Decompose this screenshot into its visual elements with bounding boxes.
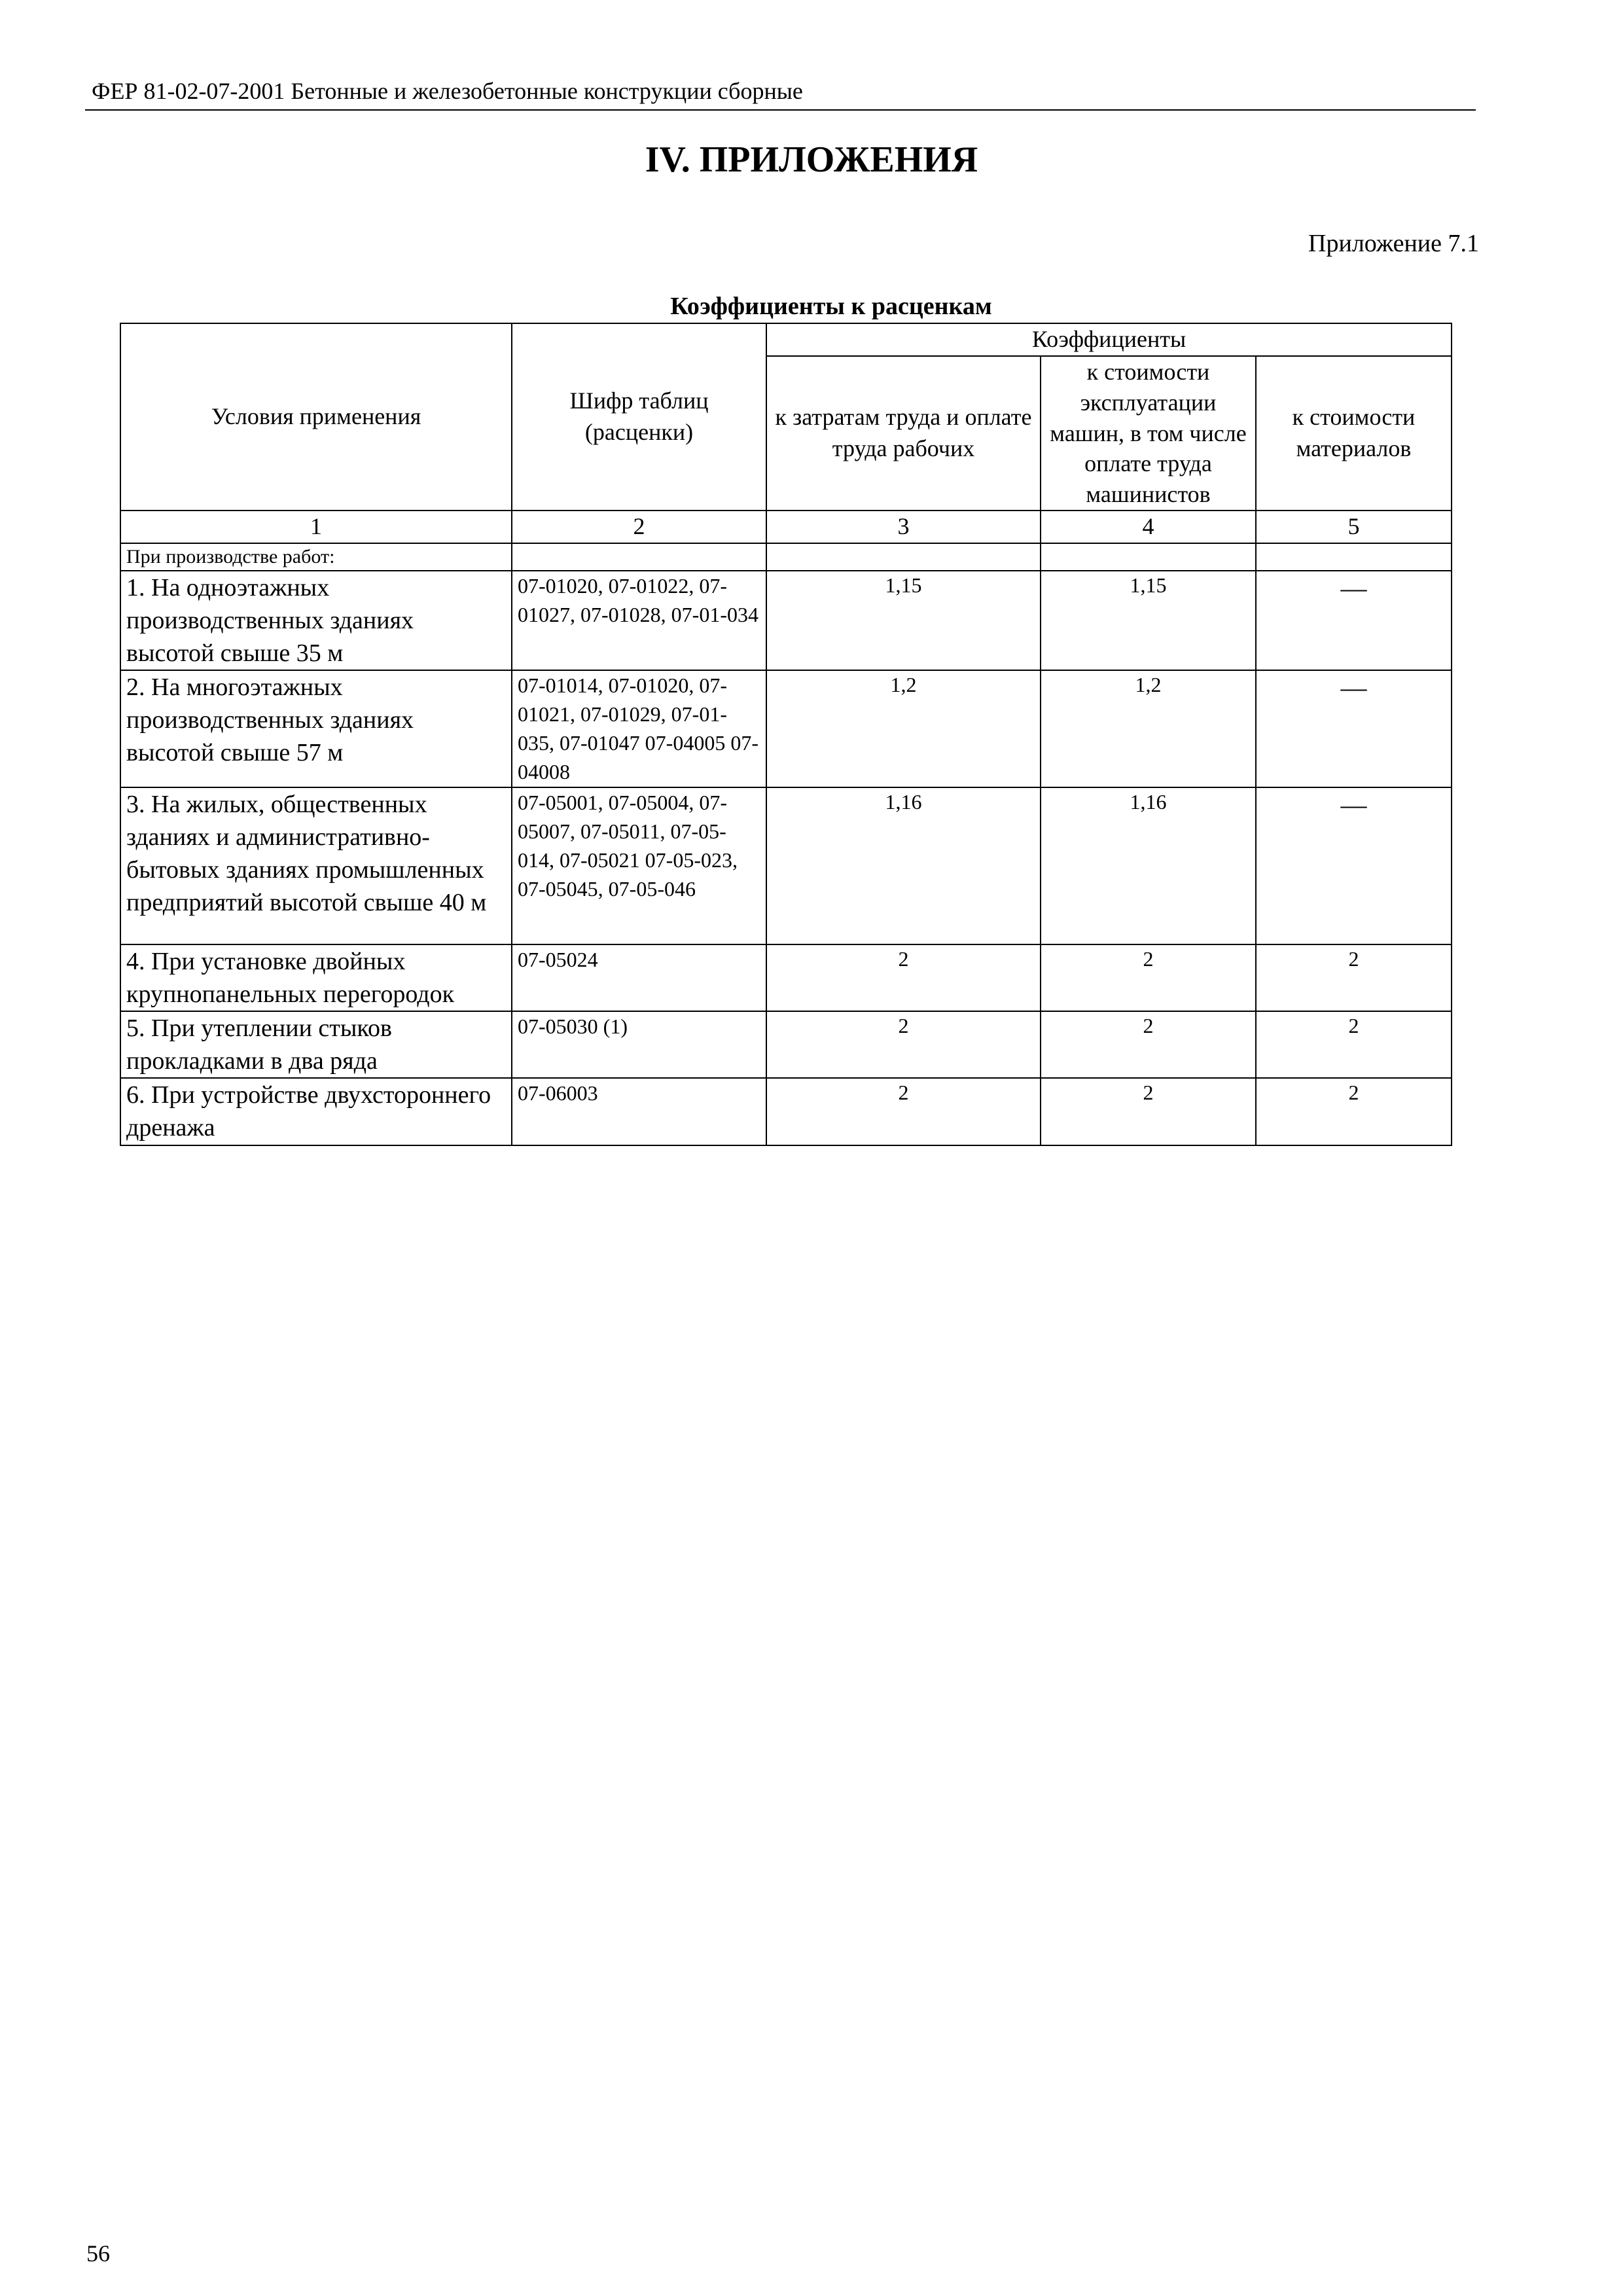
machines-coef-cell: 1,16 (1041, 787, 1256, 944)
empty-cell (1256, 543, 1452, 571)
table-row (120, 670, 1452, 787)
materials-coef-cell: 2 (1256, 1078, 1452, 1145)
materials-coef-cell: — (1256, 670, 1452, 787)
labor-coef-cell: 2 (766, 1078, 1041, 1145)
column-number: 1 (120, 511, 512, 543)
empty-cell (766, 543, 1041, 571)
labor-coef-cell: 1,2 (766, 670, 1041, 787)
machines-coef-cell: 1,15 (1041, 571, 1256, 670)
machines-coef-cell: 1,2 (1041, 670, 1256, 787)
column-number: 3 (766, 511, 1041, 543)
header-conditions: Условия применения (120, 323, 512, 511)
header-machines: к стоимости эксплуатации машин, в том числе оплате труда машинистов (1041, 356, 1256, 511)
page-number: 56 (86, 2240, 110, 2267)
table-row (120, 571, 1452, 670)
machines-coef-cell: 2 (1041, 1078, 1256, 1145)
condition-cell: 2. На многоэтажных производственных зданиях высотой свыше 57 м (120, 670, 512, 787)
column-number-row (120, 511, 1452, 543)
header-rule (85, 109, 1476, 111)
code-cell: 07-05030 (1) (512, 1011, 766, 1078)
header-coefficients: Коэффициенты (766, 323, 1452, 356)
code-cell: 07-05024 (512, 944, 766, 1011)
header-labor: к затратам труда и оплате труда рабочих (766, 356, 1041, 511)
running-header: ФЕР 81-02-07-2001 Бетонные и железобетонные конструкции сборные (92, 78, 803, 104)
coefficients-table (120, 323, 1452, 1146)
column-number: 4 (1041, 511, 1256, 543)
subheader-label: При производстве работ: (120, 543, 512, 571)
subheader-row (120, 543, 1452, 571)
labor-coef-cell: 2 (766, 1011, 1041, 1078)
section-title: IV. ПРИЛОЖЕНИЯ (645, 139, 978, 180)
materials-coef-cell: — (1256, 787, 1452, 944)
labor-coef-cell: 2 (766, 944, 1041, 1011)
machines-coef-cell: 2 (1041, 944, 1256, 1011)
condition-cell: 5. При утеплении стыков прокладками в два ряда (120, 1011, 512, 1078)
table-caption: Коэффициенты к расценкам (670, 293, 992, 320)
machines-coef-cell: 2 (1041, 1011, 1256, 1078)
header-materials: к стоимости материалов (1256, 356, 1452, 511)
code-cell: 07-01020, 07-01022, 07-01027, 07-01028, 07-01-034 (512, 571, 766, 670)
empty-cell (1041, 543, 1256, 571)
table-row (120, 1078, 1452, 1145)
labor-coef-cell: 1,16 (766, 787, 1041, 944)
table-row (120, 944, 1452, 1011)
column-number: 5 (1256, 511, 1452, 543)
condition-cell: 6. При устройстве двухстороннего дренажа (120, 1078, 512, 1145)
header-code: Шифр таблиц (расценки) (512, 323, 766, 511)
appendix-label: Приложение 7.1 (1308, 230, 1479, 257)
code-cell: 07-01014, 07-01020, 07-01021, 07-01029, 07-01-035, 07-01047 07-04005 07-04008 (512, 670, 766, 787)
table-body (120, 511, 1452, 1145)
condition-cell: 1. На одноэтажных производственных зданиях высотой свыше 35 м (120, 571, 512, 670)
labor-coef-cell: 1,15 (766, 571, 1041, 670)
table-row (120, 787, 1452, 944)
materials-coef-cell: — (1256, 571, 1452, 670)
code-cell: 07-05001, 07-05004, 07-05007, 07-05011, 07-05-014, 07-05021 07-05-023, 07-05045, 07-05-046 (512, 787, 766, 944)
condition-cell: 3. На жилых, общественных зданиях и административно-бытовых зданиях промышленных предприятий высотой свыше 40 м (120, 787, 512, 944)
materials-coef-cell: 2 (1256, 944, 1452, 1011)
condition-cell: 4. При установке двойных крупнопанельных перегородок (120, 944, 512, 1011)
materials-coef-cell: 2 (1256, 1011, 1452, 1078)
code-cell: 07-06003 (512, 1078, 766, 1145)
column-number: 2 (512, 511, 766, 543)
empty-cell (512, 543, 766, 571)
table-row (120, 1011, 1452, 1078)
